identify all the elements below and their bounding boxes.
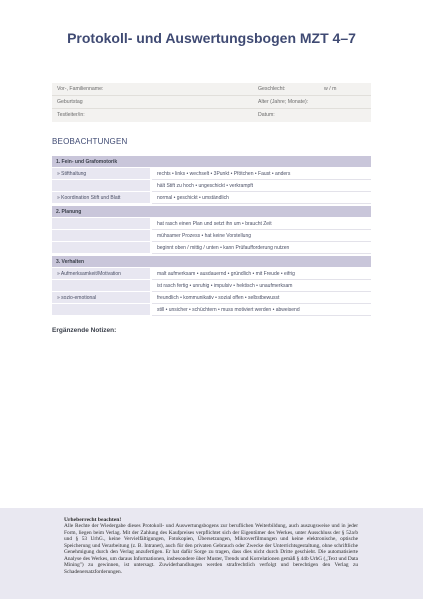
options-text: malt aufmerksam • ausdauernd • gründlich • mit Freude • eifrig	[157, 271, 295, 277]
category-row-behavior	[52, 256, 371, 267]
table-row	[52, 218, 371, 230]
options-cell[interactable]	[152, 268, 371, 280]
criterion-cell	[52, 168, 150, 180]
table-row	[52, 230, 371, 242]
table-row	[52, 242, 371, 254]
table-row	[52, 304, 371, 316]
additional-notes-label: Ergänzende Notizen:	[52, 327, 117, 334]
criterion-cell	[52, 292, 150, 304]
table-row	[52, 268, 371, 280]
table-row	[52, 192, 371, 204]
criterion-cell	[52, 280, 150, 292]
options-cell[interactable]	[152, 192, 371, 204]
options-text: ist rasch fertig • unruhig • impulsiv • hektisch • unaufmerksam	[157, 283, 293, 289]
options-text: hat rasch einen Plan und setzt ihn um • braucht Zeit	[157, 221, 272, 227]
options-cell[interactable]	[152, 180, 371, 192]
criterion-label: » Stifthaltung	[57, 171, 87, 177]
options-text: hält Stift zu hoch • ungeschickt • verkrampft	[157, 183, 254, 189]
criterion-cell	[52, 268, 150, 280]
criterion-label: » Aufmerksamkeit/Motivation	[57, 271, 121, 277]
criterion-cell	[52, 192, 150, 204]
copyright-footer	[0, 508, 423, 599]
table-row	[52, 168, 371, 180]
name-field-label[interactable]: Vor-, Familienname:	[57, 86, 104, 92]
age-field-label[interactable]: Alter (Jahre; Monate):	[258, 99, 309, 105]
category-label: 2. Planung	[56, 208, 82, 215]
birthday-field-label[interactable]: Geburtstag	[57, 99, 83, 105]
date-field-label[interactable]: Datum:	[258, 112, 275, 118]
category-label: 3. Verhalten	[56, 258, 85, 265]
options-text: beginnt oben / mittig / unten • kann Prüfaufforderung nutzen	[157, 245, 290, 251]
options-text: rechts • links • wechselt • 3Punkt • Pfötchen • Faust • anders	[157, 171, 291, 177]
criterion-label: » sozio-emotional	[57, 295, 97, 301]
copyright-text: Alle Rechte der Wiedergabe dieses Protokoll- und Auswertungsbogens zur beruflichen Weiterbildung, auch auszugsweise und in jeder Form, liegen beim Verlag. Mit der Zahlung des Kaufpreises verpflichtet sich der Eigentümer des Werkes, unter Ausschluss der § 52a/b und § 53 UrhG., keine Vervielfältigungen, Fotokopien, Übersetzungen, Mikroverfilmungen und keine elektronische, optische Speicherung und Verarbeitung (z. B. Intranet), auch für den privaten Gebrauch oder Zwecke der Unterrichtsgestaltung, ohne schriftliche Genehmigung durch den Verlag anzufertigen. Er hat dafür Sorge zu tragen, dass dies nicht durch Dritte geschieht. Die automatisierte Analyse des Werkes, um daraus Informationen, insbesondere über Muster, Trends und Korrelationen gemäß § 44b UrhG („Text und Data Mining") zu gewinnen, ist untersagt. Zuwiderhandlungen werden strafrechtlich verfolgt und berechtigen den Verlag zu Schadenersatzforderungen.	[64, 523, 358, 575]
criterion-label: » Koordination Stift und Blatt	[57, 195, 121, 201]
table-row	[52, 180, 371, 192]
options-cell[interactable]	[152, 292, 371, 304]
tester-row	[52, 109, 371, 122]
options-cell[interactable]	[152, 304, 371, 316]
options-cell[interactable]	[152, 168, 371, 180]
options-cell[interactable]	[152, 230, 371, 242]
page-title: Protokoll- und Auswertungsbogen MZT 4–7	[67, 30, 356, 46]
category-row-planning	[52, 206, 371, 217]
table-row	[52, 280, 371, 292]
category-row-fine-motor	[52, 156, 371, 167]
gender-field-label[interactable]: Geschlecht:	[258, 86, 286, 92]
copyright-title: Urheberrecht beachten!	[64, 517, 122, 523]
options-text: still • unsicher • schüchtern • muss motiviert werden • abweisend	[157, 307, 300, 313]
criterion-cell	[52, 242, 150, 254]
gender-options[interactable]: w / m	[324, 86, 337, 92]
options-cell[interactable]	[152, 280, 371, 292]
options-text: mühsamer Prozess • hat keine Vorstellung	[157, 233, 252, 239]
criterion-cell	[52, 230, 150, 242]
criterion-cell	[52, 180, 150, 192]
category-label: 1. Fein- und Grafomotorik	[56, 158, 118, 165]
birthday-row	[52, 96, 371, 109]
options-text: normal • geschickt • umständlich	[157, 195, 229, 201]
options-cell[interactable]	[152, 218, 371, 230]
criterion-cell	[52, 304, 150, 316]
name-row	[52, 83, 371, 96]
personal-data-box	[52, 83, 371, 122]
options-text: freundlich • kommunikativ • sozial offen • selbstbewusst	[157, 295, 280, 301]
section-heading-observations: BEOBACHTUNGEN	[52, 137, 128, 146]
options-cell[interactable]	[152, 242, 371, 254]
criterion-cell	[52, 218, 150, 230]
tester-field-label[interactable]: Testleiter/in:	[57, 112, 85, 118]
table-row	[52, 292, 371, 304]
